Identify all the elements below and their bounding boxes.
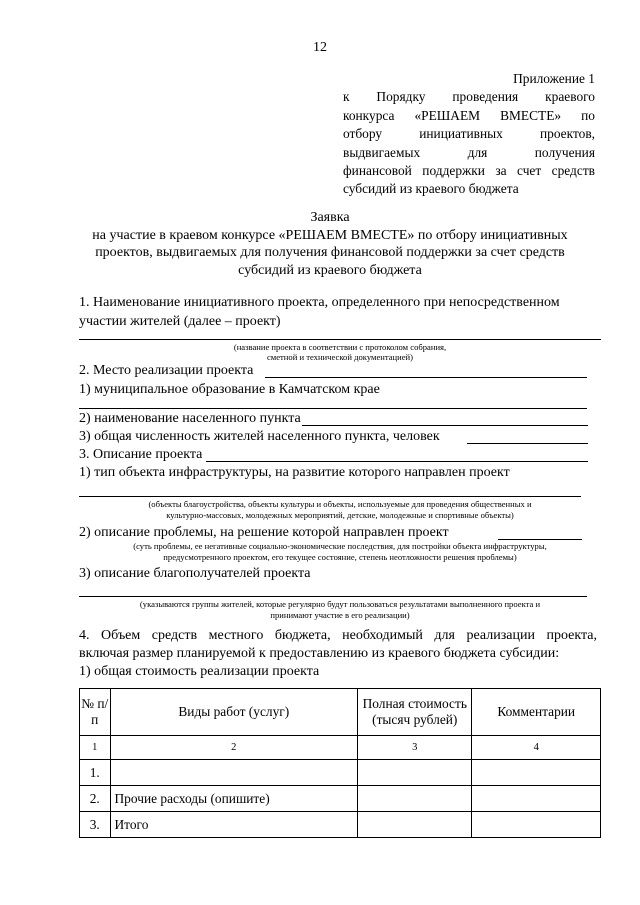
project-description-line — [206, 461, 588, 462]
row-number: 2. — [80, 786, 111, 812]
population-label: 3) общая численность жителей населенного пункта, человек — [79, 429, 440, 444]
appendix-block — [343, 70, 595, 199]
table-row — [80, 786, 601, 812]
appendix-line: отбору инициативных проектов, — [343, 126, 595, 142]
row-number: 1. — [80, 760, 111, 786]
problem-note: (суть проблемы, ее негативные социально-экономические последствия, для постройки объекта инфраструктуры, — [133, 541, 547, 551]
appendix-line: к Порядку проведения краевого — [343, 89, 595, 105]
infrastructure-type-label: 1) тип объекта инфраструктуры, на развитие которого направлен проект — [79, 465, 510, 480]
beneficiaries-label: 3) описание благополучателей проекта — [79, 566, 311, 581]
table-header-row — [80, 689, 601, 736]
column-number: 2 — [110, 736, 358, 760]
row-comment[interactable] — [472, 760, 601, 786]
appendix-line: конкурса «РЕШАЕМ ВМЕСТЕ» по — [343, 107, 595, 123]
application-title-line: проектов, выдвигаемых для получения финансовой поддержки за счет средств — [95, 245, 565, 260]
section-4-title-cont: включая размер планируемой к предоставлению из краевого бюджета субсидии: — [79, 646, 560, 661]
infrastructure-type-note-cont: культурно-массовых, молодежных мероприятий, детские, молодежные и спортивные объекты) — [166, 510, 514, 520]
settlement-label: 2) наименование населенного пункта — [79, 411, 301, 426]
infrastructure-type-note: (объекты благоустройства, объекты культуры и объекты, используемые для проведения общественных и — [148, 499, 532, 509]
header-number: № п/п — [80, 689, 111, 736]
column-number: 1 — [80, 736, 111, 760]
beneficiaries-line — [79, 596, 587, 597]
appendix-line: субсидий из краевого бюджета — [343, 181, 519, 197]
population-line — [467, 443, 588, 444]
problem-note-cont: предусмотренного проектом, его текущее состояние, степень неотложности решения проблемы) — [163, 552, 517, 562]
row-cost[interactable] — [358, 760, 472, 786]
problem-label: 2) описание проблемы, на решение которой направлен проект — [79, 525, 449, 540]
section-1-title-cont: участии жителей (далее – проект) — [79, 314, 281, 329]
project-place-line — [265, 377, 587, 378]
row-comment[interactable] — [472, 786, 601, 812]
row-cost[interactable] — [358, 786, 472, 812]
project-name-note-cont: сметной и технической документацией) — [266, 352, 414, 362]
appendix-line: финансовой поддержки за счет средств — [343, 163, 595, 179]
column-number: 3 — [358, 736, 472, 760]
appendix-title: Приложение 1 — [513, 71, 595, 86]
table-row — [80, 812, 601, 838]
column-number-row — [80, 736, 601, 760]
settlement-line — [302, 425, 588, 426]
row-number: 3. — [80, 812, 111, 838]
municipality-line — [79, 408, 587, 409]
application-title-line: на участие в краевом конкурсе «РЕШАЕМ ВМЕСТЕ» по отбору инициативных — [92, 228, 568, 243]
appendix-line: выдвигаемых для получения — [343, 144, 595, 160]
total-cost-label: 1) общая стоимость реализации проекта — [79, 664, 320, 679]
problem-line — [498, 539, 582, 540]
application-heading: Заявка — [310, 210, 350, 225]
section-1-title: 1. Наименование инициативного проекта, определенного при непосредственном — [79, 295, 560, 310]
header-work-types: Виды работ (услуг) — [110, 689, 358, 736]
project-name-line — [79, 339, 601, 340]
row-comment[interactable] — [472, 812, 601, 838]
infrastructure-type-line — [79, 496, 581, 497]
header-full-cost: Полная стоимость (тысяч рублей) — [358, 689, 472, 736]
row-work-type[interactable] — [110, 760, 358, 786]
header-comments: Комментарии — [472, 689, 601, 736]
beneficiaries-note-cont: принимают участие в его реализации) — [270, 610, 410, 620]
page-number: 12 — [313, 40, 327, 55]
project-name-note: (название проекта в соответствии с протоколом собрания, — [233, 342, 447, 352]
row-work-type: Прочие расходы (опишите) — [110, 786, 358, 812]
section-4-title: 4. Объем средств местного бюджета, необходимый для реализации проекта, — [79, 628, 597, 643]
section-3-title: 3. Описание проекта — [79, 447, 203, 462]
table-row — [80, 760, 601, 786]
application-title-line: субсидий из краевого бюджета — [238, 263, 422, 278]
section-2-title: 2. Место реализации проекта — [79, 363, 254, 378]
row-cost[interactable] — [358, 812, 472, 838]
beneficiaries-note: (указываются группы жителей, которые регулярно будут пользоваться результатами выполненного проекта и — [139, 599, 541, 609]
column-number: 4 — [472, 736, 601, 760]
works-table — [79, 688, 601, 838]
municipality-label: 1) муниципальное образование в Камчатском крае — [79, 382, 380, 397]
row-work-type: Итого — [110, 812, 358, 838]
